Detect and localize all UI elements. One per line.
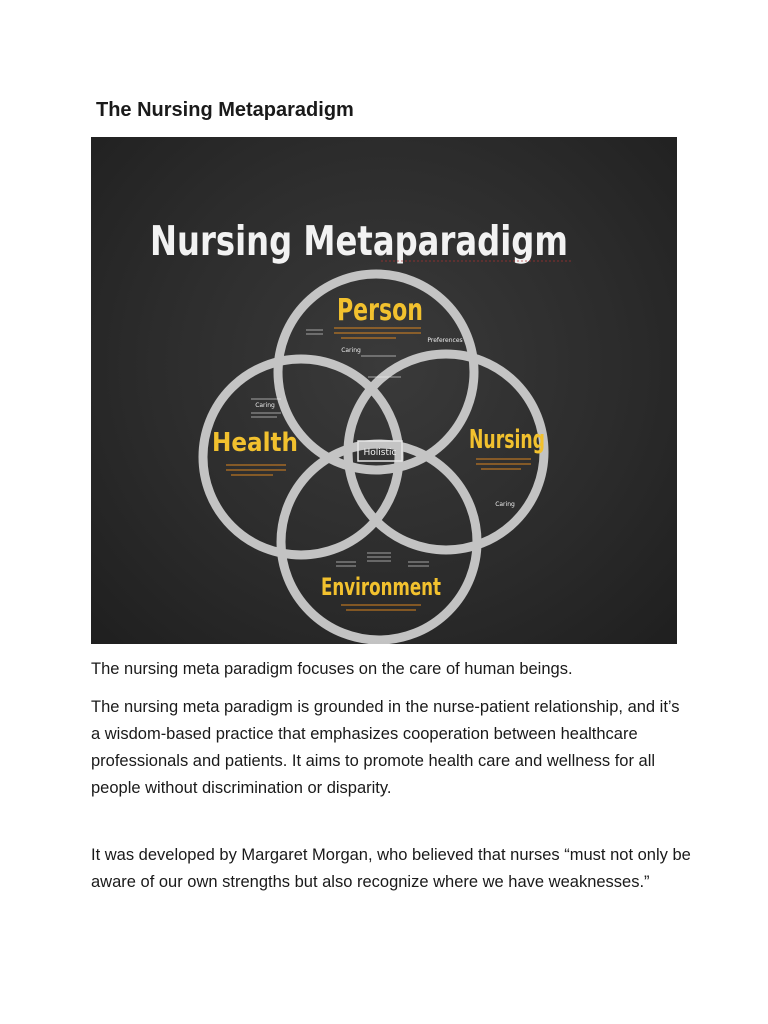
nursing-caring-note: Caring: [495, 501, 515, 508]
paragraph-2: The nursing meta paradigm is grounded in the nurse-patient relationship, and it’s a wisdom-based practice that emphasizes cooperation between healthcare professionals and patients. It aims to promote health care and wellness for all people without discrimination or disparity.: [91, 698, 680, 797]
figure-heading: Nursing Metaparadigm: [150, 217, 568, 265]
environment-label: Environment: [321, 573, 441, 601]
metaparadigm-venn-diagram: [91, 137, 677, 644]
health-caring-note: Caring: [255, 402, 275, 409]
person-preferences-note: Preferences: [427, 337, 463, 344]
paragraph-3: It was developed by Margaret Morgan, who believed that nurses “must not only be aware of our own strengths but also recognize where we have weaknesses.”: [91, 846, 691, 891]
health-label: Health: [212, 428, 298, 458]
person-caring-note: Caring: [341, 347, 361, 354]
holistic-label: Holistic: [363, 448, 397, 458]
document-title: The Nursing Metaparadigm: [96, 99, 354, 121]
nursing-label: Nursing: [469, 425, 545, 455]
paragraph-1: The nursing meta paradigm focuses on the care of human beings.: [91, 660, 573, 678]
person-label: Person: [337, 293, 423, 328]
metaparadigm-figure: [91, 137, 677, 644]
